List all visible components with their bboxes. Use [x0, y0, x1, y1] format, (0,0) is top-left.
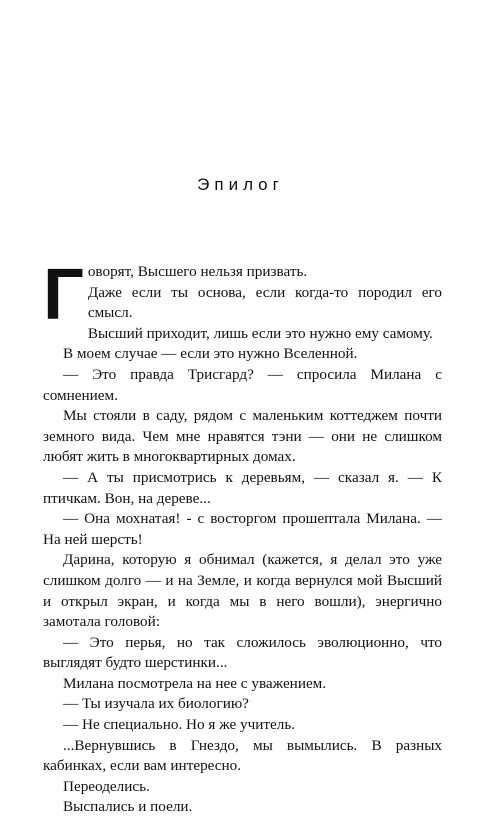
paragraph: Мы стояли в саду, рядом с маленьким коттеджем почти земного вида. Чем мне нравятся тэни — они не слишком любят жить в многоквартирных домах.	[43, 407, 442, 466]
paragraph: — Это правда Трисгард? — спросила Милана с сомнением.	[43, 365, 442, 404]
paragraph: Милана посмотрела на нее с уважением.	[63, 674, 327, 692]
paragraph: ...Вернувшись в Гнездо, мы вымылись. В разных кабинках, если вам интересно.	[43, 736, 442, 775]
chapter-body	[43, 255, 442, 818]
paragraph: В моем случае — если это нужно Вселенной.	[63, 345, 358, 363]
paragraph: Переоделись.	[63, 777, 150, 795]
paragraph: — Не специально. Но я же учитель.	[63, 716, 296, 734]
drop-cap: Г	[43, 255, 84, 335]
paragraph: Высший приходит, лишь если это нужно ему самому.	[87, 324, 433, 342]
paragraph: Даже если ты основа, если когда-то породил его смысл.	[87, 283, 442, 322]
chapter-title: Эпилог	[197, 175, 284, 194]
paragraph: — Она мохнатая! - с восторгом прошептала Милана. — На ней шерсть!	[43, 510, 442, 548]
paragraph: — Ты изучала их биологию?	[63, 695, 249, 713]
paragraph: Дарина, которую я обнимал (кажется, я делал это уже слишком долго — и на Земле, и когда вернулся мой Высший и открыл экран, и когда мы в него вошли), энергично замотала головой:	[43, 551, 442, 631]
paragraph: — А ты присмотрись к деревьям, — сказал я. — К птичкам. Вон, на дереве...	[43, 468, 442, 507]
paragraph: — Это перья, но так сложилось эволюционно, что выглядят будто шерстинки...	[43, 633, 442, 672]
paragraph: Выспались и поели.	[63, 798, 193, 816]
paragraph: оворят, Высшего нельзя призвать.	[87, 263, 308, 280]
